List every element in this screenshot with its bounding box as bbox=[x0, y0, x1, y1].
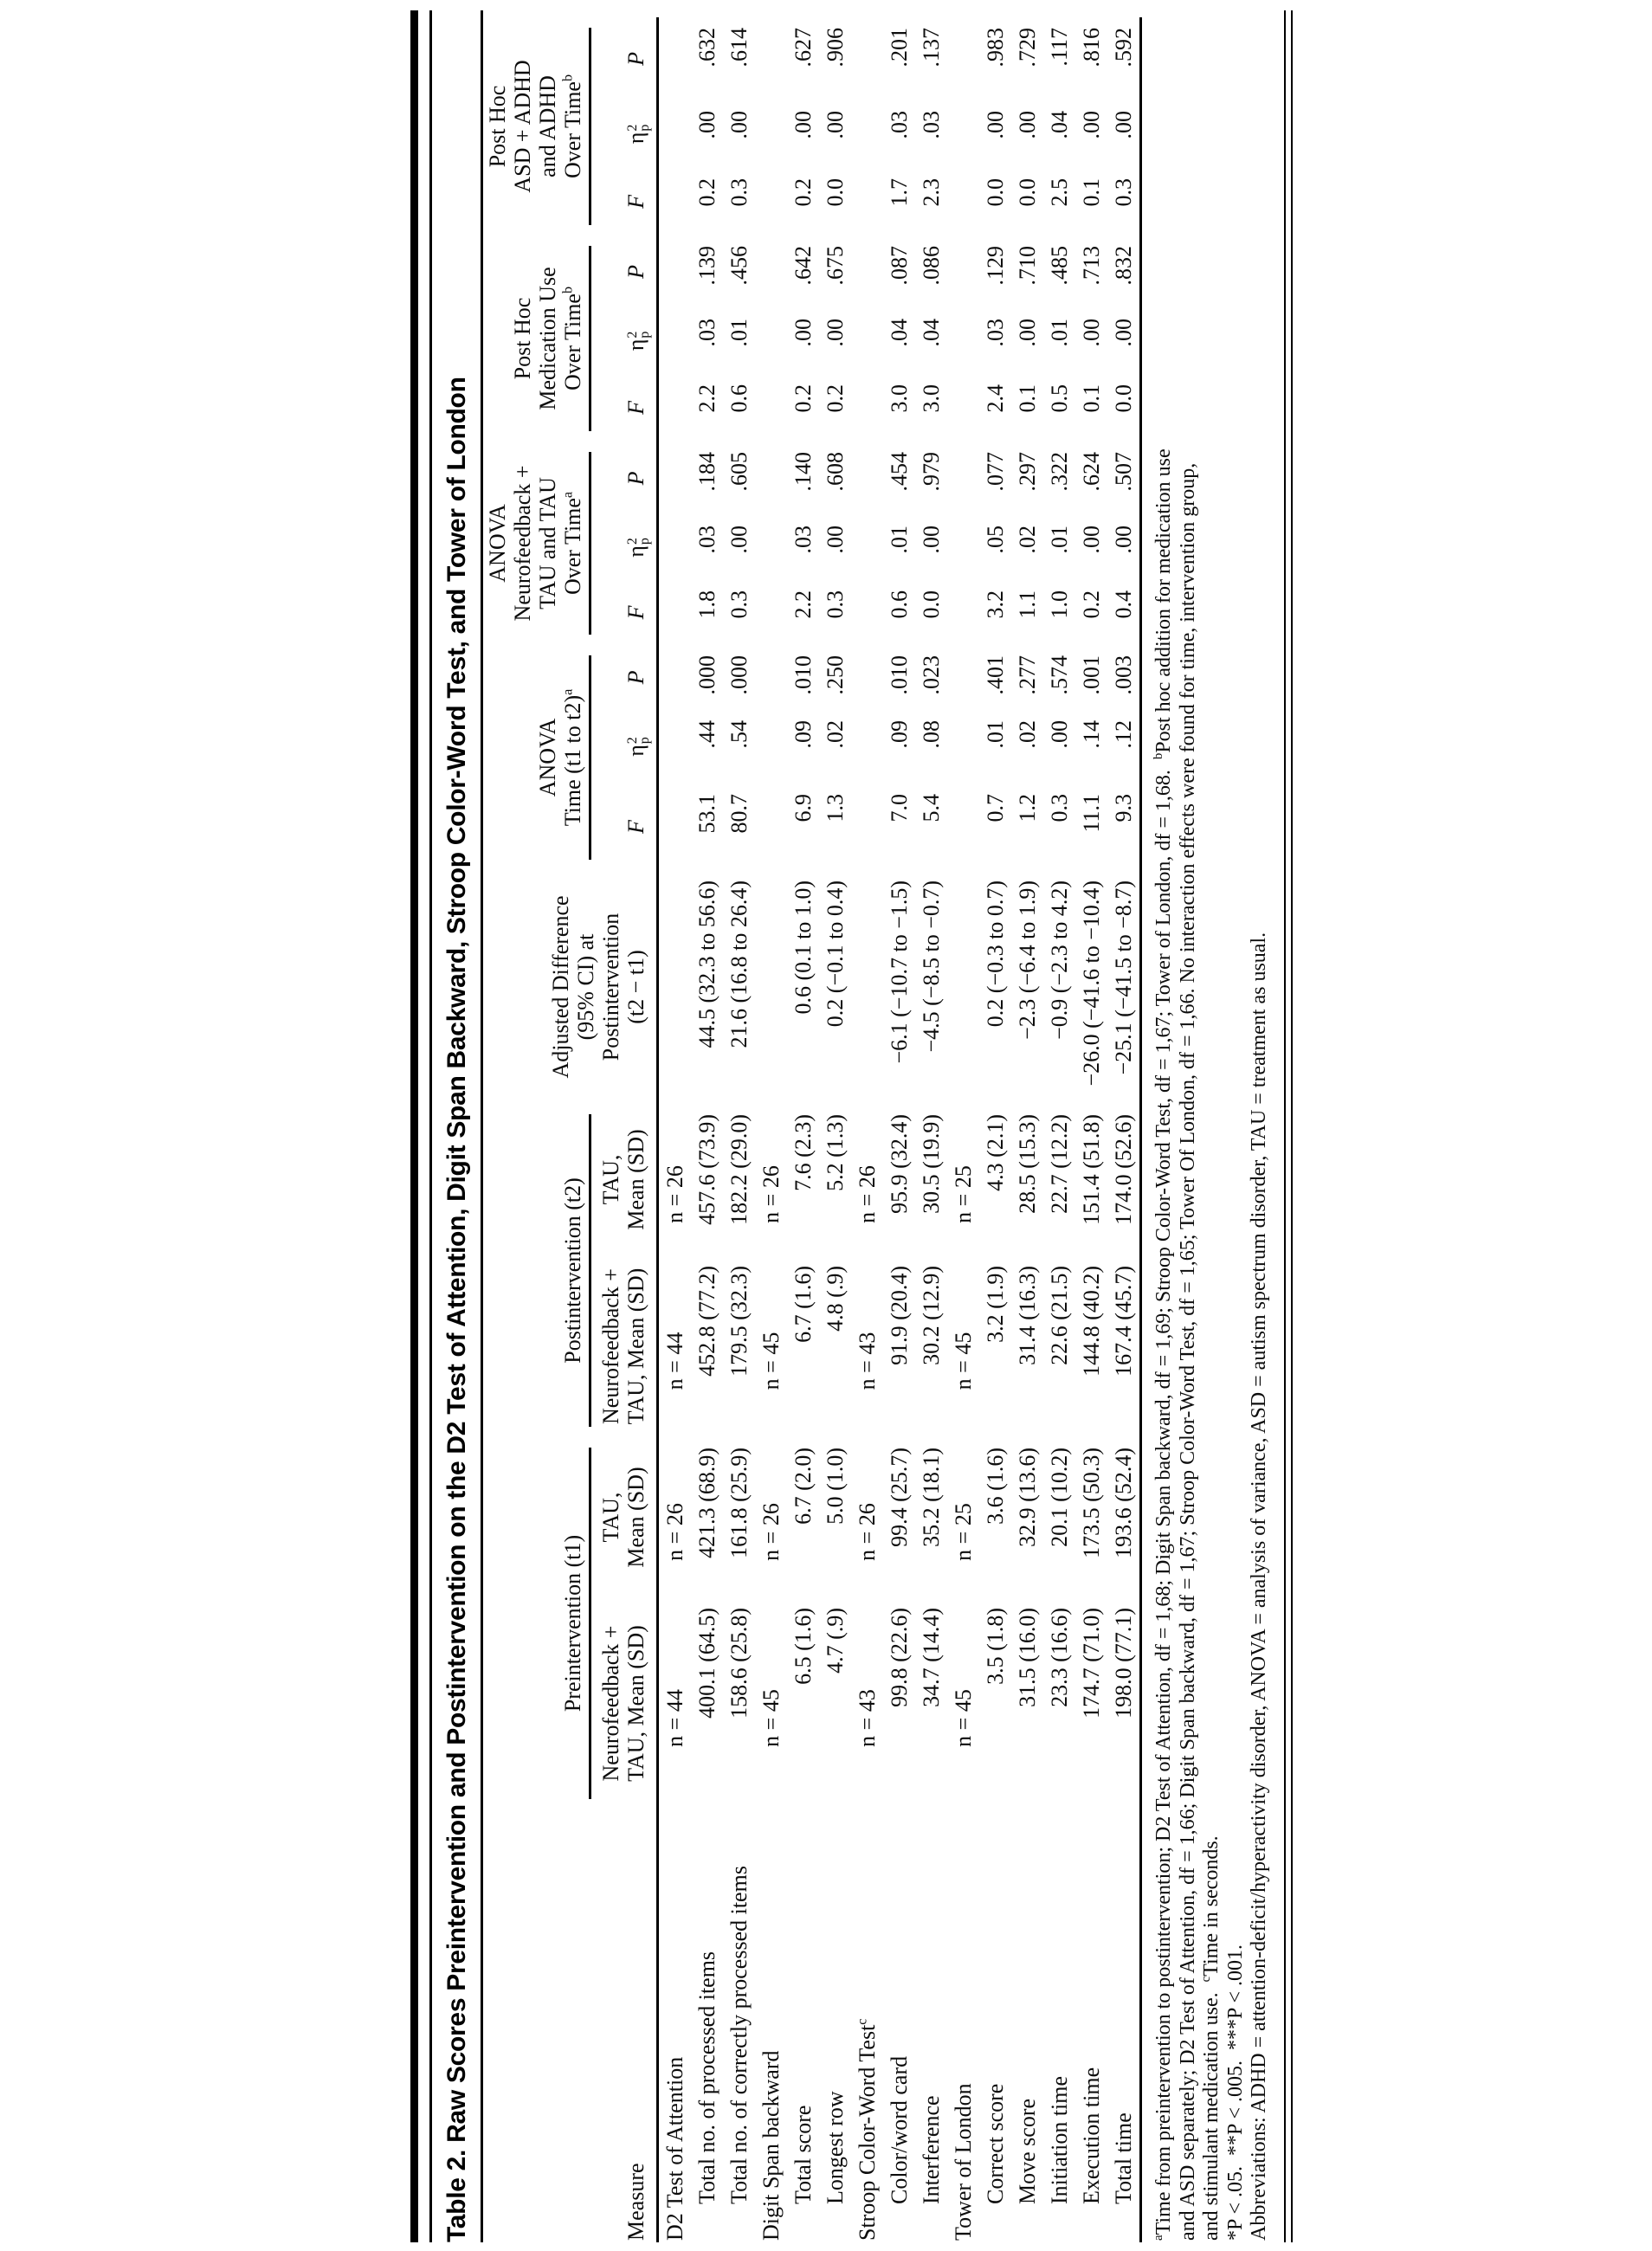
measure-item-label: Correct score bbox=[983, 2083, 1008, 2204]
statistic-cell: .201 bbox=[887, 27, 912, 68]
mean-sd-cell: 20.1 (10.2) bbox=[1047, 1448, 1072, 1547]
statistic-cell: .250 bbox=[823, 655, 848, 695]
adjusted-difference-cell: 0.2 (−0.3 to 0.7) bbox=[983, 880, 1008, 1028]
mean-sd-cell: 4.7 (.9) bbox=[823, 1608, 848, 1674]
table-row bbox=[1075, 17, 1107, 2242]
statistic-cell: .00 bbox=[1015, 318, 1040, 347]
statistic-cell: .710 bbox=[1015, 245, 1040, 286]
adjusted-difference-cell: 0.6 (0.1 to 1.0) bbox=[791, 880, 816, 1015]
statistic-cell: .140 bbox=[791, 451, 816, 492]
p-label: P bbox=[591, 235, 658, 308]
statistic-cell: .000 bbox=[726, 655, 752, 695]
statistic-cell: .139 bbox=[694, 245, 720, 286]
mean-sd-cell: 23.3 (16.6) bbox=[1047, 1608, 1072, 1707]
statistic-cell: .000 bbox=[694, 655, 720, 695]
mean-sd-cell: 99.4 (25.7) bbox=[887, 1448, 912, 1547]
statistic-cell: .01 bbox=[1047, 318, 1072, 347]
statistic-cell: 3.0 bbox=[887, 384, 912, 413]
statistic-cell: 53.1 bbox=[694, 793, 720, 834]
mean-sd-cell: 31.5 (16.0) bbox=[1015, 1608, 1040, 1707]
measure-item-label: Longest row bbox=[823, 2091, 848, 2204]
statistic-cell: 9.3 bbox=[1107, 784, 1141, 870]
statistic-cell: 0.0 bbox=[919, 590, 944, 619]
statistic-cell: .00 bbox=[1107, 515, 1141, 580]
adjusted-difference-cell: −26.0 (−41.6 to −10.4) bbox=[1079, 880, 1104, 1087]
bottom-rule-2 bbox=[1291, 10, 1293, 2242]
n-count-cell: n = 26 bbox=[662, 1503, 687, 1561]
statistic-cell: .401 bbox=[983, 655, 1008, 695]
table-row bbox=[691, 17, 723, 2242]
mean-sd-cell: 167.4 (45.7) bbox=[1107, 1255, 1141, 1437]
statistic-cell: .627 bbox=[791, 27, 816, 68]
mean-sd-cell: 99.8 (22.6) bbox=[887, 1608, 912, 1707]
statistic-cell: .906 bbox=[823, 27, 848, 68]
subheader-post-nfb-tau: Neurofeedback + TAU, Mean (SD) bbox=[591, 1255, 658, 1437]
statistic-cell: .08 bbox=[919, 719, 944, 749]
n-count-cell: n = 44 bbox=[662, 1689, 687, 1747]
statistic-cell: 80.7 bbox=[726, 793, 752, 834]
statistic-cell: .00 bbox=[823, 110, 848, 139]
mean-sd-cell: 6.5 (1.6) bbox=[791, 1608, 816, 1685]
statistic-cell: 0.2 bbox=[1079, 590, 1104, 619]
eta-squared-label: η 2 p bbox=[591, 308, 658, 374]
statistic-cell: 2.4 bbox=[983, 384, 1008, 413]
statistic-cell: .00 bbox=[791, 318, 816, 347]
top-thick-rule bbox=[410, 10, 418, 2242]
mean-sd-cell: 158.6 (25.8) bbox=[726, 1608, 752, 1719]
footnote-line: and stimulant medication use. $^c$Time in seconds. bbox=[1199, 1835, 1223, 2241]
measure-column-header: Measure bbox=[485, 1809, 658, 2242]
statistic-cell: .456 bbox=[726, 245, 752, 286]
statistic-cell: .632 bbox=[694, 27, 720, 68]
eta-squared-label: η 2 p bbox=[591, 515, 658, 580]
statistic-cell: .277 bbox=[1015, 655, 1040, 695]
mean-sd-cell: 91.9 (20.4) bbox=[887, 1266, 912, 1365]
statistic-cell: 7.0 bbox=[887, 793, 912, 822]
statistic-cell: .00 bbox=[823, 318, 848, 347]
statistic-cell: 6.9 bbox=[791, 793, 816, 822]
statistic-cell: .00 bbox=[1047, 719, 1072, 749]
statistic-cell: .642 bbox=[791, 245, 816, 286]
table-body bbox=[658, 17, 1141, 2242]
statistic-cell: .01 bbox=[1047, 525, 1072, 554]
adjusted-difference-cell: 0.2 (−0.1 to 0.4) bbox=[823, 880, 848, 1028]
n-count-cell: n = 26 bbox=[662, 1165, 687, 1223]
statistic-cell: .03 bbox=[887, 110, 912, 139]
statistic-cell: .03 bbox=[919, 110, 944, 139]
mean-sd-cell: 198.0 (77.1) bbox=[1107, 1597, 1141, 1809]
group-postintervention: Postintervention (t2) bbox=[485, 1104, 591, 1437]
subheader-pre-tau: TAU, Mean (SD) bbox=[591, 1437, 658, 1597]
statistic-cell: 0.1 bbox=[1079, 177, 1104, 207]
statistic-cell: .04 bbox=[1047, 110, 1072, 139]
statistic-cell: 0.0 bbox=[1015, 177, 1040, 207]
statistic-cell: .117 bbox=[1047, 27, 1072, 67]
footnote-line: and ASD separately; D2 Test of Attention, df = 1,66; Digit Span backward, df = 1,67; Stroop Color-Word Test, df = 1,65; Tower Of London, df = 1,66. No interaction effects were found for time, intervention group, bbox=[1176, 462, 1199, 2241]
statistic-cell: .00 bbox=[1107, 100, 1141, 168]
statistic-cell: .09 bbox=[887, 719, 912, 749]
table-row bbox=[723, 17, 755, 2242]
mean-sd-cell: 35.2 (18.1) bbox=[919, 1448, 944, 1547]
mean-sd-cell: 193.6 (52.4) bbox=[1107, 1437, 1141, 1597]
statistic-cell: .04 bbox=[919, 318, 944, 347]
mean-sd-cell: 457.6 (73.9) bbox=[694, 1113, 720, 1225]
statistic-cell: 0.2 bbox=[694, 177, 720, 207]
statistic-cell: .023 bbox=[919, 655, 944, 695]
statistic-cell: .010 bbox=[791, 655, 816, 695]
statistic-cell: .454 bbox=[887, 451, 912, 492]
empty-cell bbox=[851, 17, 883, 1104]
mean-sd-cell: 400.1 (64.5) bbox=[694, 1608, 720, 1719]
empty-cell bbox=[658, 17, 692, 1104]
statistic-cell: .01 bbox=[887, 525, 912, 554]
statistic-cell: .137 bbox=[919, 27, 944, 68]
statistic-cell: .592 bbox=[1107, 17, 1141, 100]
table-row bbox=[883, 17, 915, 2242]
group-posthoc-medication: Post Hoc Medication Use Over Time$^b$ bbox=[485, 235, 591, 442]
statistic-cell: 0.6 bbox=[887, 590, 912, 619]
n-count-cell: n = 45 bbox=[758, 1332, 784, 1390]
subheader-pre-nfb-tau: Neurofeedback + TAU, Mean (SD) bbox=[591, 1597, 658, 1809]
n-count-cell: n = 43 bbox=[855, 1332, 880, 1390]
adjusted-difference-cell: −4.5 (−8.5 to −0.7) bbox=[919, 880, 944, 1053]
statistic-cell: .00 bbox=[726, 110, 752, 139]
mean-sd-cell: 421.3 (68.9) bbox=[694, 1448, 720, 1558]
statistic-cell: 0.4 bbox=[1107, 580, 1141, 645]
mean-sd-cell: 34.7 (14.4) bbox=[919, 1608, 944, 1707]
mean-sd-cell: 30.2 (12.9) bbox=[919, 1266, 944, 1365]
statistic-cell: 3.2 bbox=[983, 590, 1008, 619]
statistic-cell: .624 bbox=[1079, 451, 1104, 492]
statistic-cell: .03 bbox=[983, 318, 1008, 347]
eta-squared-label: η 2 p bbox=[591, 100, 658, 168]
bottom-rule-1 bbox=[1284, 10, 1286, 2242]
footnote-line: Abbreviations: ADHD = attention-deficit/hyperactivity disorder, ANOVA = analysis of variance, ASD = autism spectrum disorder, TAU = treatment as usual. bbox=[1248, 932, 1270, 2241]
statistic-cell: 0.6 bbox=[726, 384, 752, 413]
mean-sd-cell: 28.5 (15.3) bbox=[1015, 1113, 1040, 1214]
measure-item-label: Interference bbox=[919, 2095, 944, 2204]
statistic-cell: .086 bbox=[919, 245, 944, 286]
statistic-cell: .979 bbox=[919, 451, 944, 492]
n-count-cell: n = 45 bbox=[951, 1332, 976, 1390]
statistic-cell: 2.3 bbox=[919, 177, 944, 207]
table-title: Table 2. Raw Scores Preintervention and Postintervention on the D2 Test of Attention, Digit Span Backward, Stroop Color-Word Test, and Tower of London bbox=[442, 377, 471, 2242]
statistic-cell: 2.2 bbox=[694, 384, 720, 413]
n-count-cell: n = 26 bbox=[758, 1165, 784, 1223]
measure-item-label: Total no. of processed items bbox=[694, 1951, 720, 2204]
data-table bbox=[485, 17, 1142, 2242]
statistic-cell: .00 bbox=[1015, 110, 1040, 139]
statistic-cell: .00 bbox=[919, 525, 944, 554]
table-row bbox=[819, 17, 851, 2242]
statistic-cell: .00 bbox=[694, 110, 720, 139]
mean-sd-cell: 31.4 (16.3) bbox=[1015, 1266, 1040, 1365]
table-row bbox=[915, 17, 947, 2242]
statistic-cell: .03 bbox=[694, 318, 720, 347]
mean-sd-cell: 452.8 (77.2) bbox=[694, 1266, 720, 1377]
subheader-post-tau: TAU, Mean (SD) bbox=[591, 1104, 658, 1255]
statistic-cell: .001 bbox=[1079, 655, 1104, 695]
statistic-cell: .04 bbox=[887, 318, 912, 347]
group-adjusted-difference: Adjusted Difference (95% CI) at Postintervention (t2 − t1) bbox=[485, 870, 658, 1104]
statistic-cell: 1.7 bbox=[887, 177, 912, 207]
statistic-cell: .184 bbox=[694, 451, 720, 492]
mean-sd-cell: 174.7 (71.0) bbox=[1079, 1608, 1104, 1719]
mean-sd-cell: 4.3 (2.1) bbox=[983, 1113, 1008, 1191]
measure-section-label: Stroop Color-Word Test$^c$ bbox=[855, 2018, 880, 2241]
statistic-cell: .02 bbox=[1015, 525, 1040, 554]
title-separator-rule bbox=[481, 10, 483, 2242]
n-count-cell: n = 45 bbox=[758, 1689, 784, 1747]
table-row bbox=[658, 17, 692, 2242]
statistic-cell: 0.2 bbox=[823, 384, 848, 413]
statistic-cell: .322 bbox=[1047, 451, 1072, 492]
measure-section-label: Tower of London bbox=[951, 2083, 976, 2241]
mean-sd-cell: 3.5 (1.8) bbox=[983, 1608, 1008, 1685]
eta-squared-label: η 2 p bbox=[591, 710, 658, 784]
mean-sd-cell: 95.9 (32.4) bbox=[887, 1113, 912, 1214]
mean-sd-cell: 6.7 (1.6) bbox=[791, 1266, 816, 1343]
mean-sd-cell: 174.0 (52.6) bbox=[1107, 1104, 1141, 1255]
statistic-cell: 1.2 bbox=[1015, 793, 1040, 822]
statistic-cell: .09 bbox=[791, 719, 816, 749]
statistic-cell: .983 bbox=[983, 27, 1008, 68]
statistic-cell: .713 bbox=[1079, 245, 1104, 286]
empty-cell bbox=[755, 17, 787, 1104]
mean-sd-cell: 3.6 (1.6) bbox=[983, 1448, 1008, 1525]
statistic-cell: .00 bbox=[1079, 318, 1104, 347]
statistic-cell: 11.1 bbox=[1079, 793, 1104, 833]
statistic-cell: .00 bbox=[823, 525, 848, 554]
table-row bbox=[979, 17, 1011, 2242]
statistic-cell: .614 bbox=[726, 27, 752, 68]
n-count-cell: n = 26 bbox=[855, 1165, 880, 1223]
group-anova-time: ANOVA Time (t1 to t2)$^a$ bbox=[485, 645, 591, 870]
statistic-cell: 0.3 bbox=[1107, 168, 1141, 235]
mean-sd-cell: 32.9 (13.6) bbox=[1015, 1448, 1040, 1547]
measure-item-label: Color/word card bbox=[887, 2055, 912, 2204]
statistic-cell: .03 bbox=[694, 525, 720, 554]
statistic-cell: .129 bbox=[983, 245, 1008, 286]
table-row bbox=[1107, 17, 1141, 2242]
mean-sd-cell: 179.5 (32.3) bbox=[726, 1266, 752, 1377]
statistic-cell: .44 bbox=[694, 719, 720, 749]
f-label: F bbox=[591, 374, 658, 442]
statistic-cell: 0.1 bbox=[1015, 384, 1040, 413]
mean-sd-cell: 173.5 (50.3) bbox=[1079, 1448, 1104, 1558]
p-label: P bbox=[591, 17, 658, 100]
measure-item-label: Initiation time bbox=[1047, 2075, 1072, 2204]
measure-item-label: Total score bbox=[791, 2105, 816, 2204]
table-row bbox=[851, 17, 883, 2242]
statistic-cell: 0.7 bbox=[983, 793, 1008, 822]
statistic-cell: .077 bbox=[983, 451, 1008, 492]
table-row bbox=[1043, 17, 1075, 2242]
statistic-cell: .485 bbox=[1047, 245, 1072, 286]
statistic-cell: 0.2 bbox=[791, 177, 816, 207]
group-posthoc-asd-adhd: Post Hoc ASD + ADHD and ADHD Over Time$^b$ bbox=[485, 17, 591, 235]
f-label: F bbox=[591, 784, 658, 870]
n-count-cell: n = 26 bbox=[855, 1503, 880, 1561]
statistic-cell: 3.0 bbox=[919, 384, 944, 413]
mean-sd-cell: 22.6 (21.5) bbox=[1047, 1266, 1072, 1365]
top-thin-rule bbox=[429, 10, 432, 2242]
mean-sd-cell: 4.8 (.9) bbox=[823, 1266, 848, 1332]
statistic-cell: 2.5 bbox=[1047, 177, 1072, 207]
statistic-cell: .00 bbox=[1079, 525, 1104, 554]
statistic-cell: .003 bbox=[1107, 645, 1141, 710]
statistic-cell: 1.8 bbox=[694, 590, 720, 619]
n-count-cell: n = 45 bbox=[951, 1689, 976, 1747]
statistic-cell: .14 bbox=[1079, 719, 1104, 749]
statistic-cell: .816 bbox=[1079, 27, 1104, 68]
statistic-cell: 0.3 bbox=[823, 590, 848, 619]
f-label: F bbox=[591, 580, 658, 645]
statistic-cell: .608 bbox=[823, 451, 848, 492]
p-label: P bbox=[591, 442, 658, 515]
f-label: F bbox=[591, 168, 658, 235]
measure-section-label: D2 Test of Attention bbox=[662, 2056, 687, 2241]
statistic-cell: .00 bbox=[1079, 110, 1104, 139]
statistic-cell: .729 bbox=[1015, 27, 1040, 68]
statistic-cell: 0.3 bbox=[726, 177, 752, 207]
statistic-cell: 1.0 bbox=[1047, 590, 1072, 619]
footnote-line: $^a$Time from preintervention to postintervention; D2 Test of Attention, df = 1,68; Digit Span backward, df = 1,69; Stroop Color-Word Test, df = 1,67; Tower of London, df = 1,68. $^b$Post hoc addition for medication use bbox=[1152, 448, 1175, 2241]
adjusted-difference-cell: 44.5 (32.3 to 56.6) bbox=[694, 880, 720, 1048]
footnote-line: *P < .05. **P < .005. ***P < .001. bbox=[1223, 1945, 1247, 2241]
n-count-cell: n = 43 bbox=[855, 1689, 880, 1747]
statistic-cell: 0.3 bbox=[1047, 793, 1072, 822]
footnotes bbox=[1152, 10, 1272, 2241]
table-header bbox=[485, 17, 658, 2242]
statistic-cell: .54 bbox=[726, 719, 752, 749]
statistic-cell: 0.5 bbox=[1047, 384, 1072, 413]
statistic-cell: .05 bbox=[983, 525, 1008, 554]
statistic-cell: .03 bbox=[791, 525, 816, 554]
statistic-cell: .010 bbox=[887, 655, 912, 695]
group-preintervention: Preintervention (t1) bbox=[485, 1437, 591, 1809]
mean-sd-cell: 7.6 (2.3) bbox=[791, 1113, 816, 1191]
statistic-cell: 0.0 bbox=[1107, 374, 1141, 442]
statistic-cell: 0.1 bbox=[1079, 384, 1104, 413]
p-label: P bbox=[591, 645, 658, 710]
statistic-cell: 2.2 bbox=[791, 590, 816, 619]
statistic-cell: 1.3 bbox=[823, 793, 848, 822]
adjusted-difference-cell: −2.3 (−6.4 to 1.9) bbox=[1015, 880, 1040, 1040]
statistic-cell: .675 bbox=[823, 245, 848, 286]
statistic-cell: .02 bbox=[1015, 719, 1040, 749]
mean-sd-cell: 30.5 (19.9) bbox=[919, 1113, 944, 1214]
mean-sd-cell: 182.2 (29.0) bbox=[726, 1113, 752, 1225]
mean-sd-cell: 144.8 (40.2) bbox=[1079, 1266, 1104, 1377]
statistic-cell: .01 bbox=[726, 318, 752, 347]
table-row bbox=[1011, 17, 1043, 2242]
closing-rules bbox=[1284, 10, 1293, 2242]
statistic-cell: 5.4 bbox=[919, 793, 944, 822]
measure-item-label: Total time bbox=[1107, 1809, 1141, 2242]
statistic-cell: .12 bbox=[1107, 710, 1141, 784]
mean-sd-cell: 151.4 (51.8) bbox=[1079, 1113, 1104, 1225]
statistic-cell: .02 bbox=[823, 719, 848, 749]
statistic-cell: .832 bbox=[1107, 235, 1141, 308]
adjusted-difference-cell: −6.1 (−10.7 to −1.5) bbox=[887, 880, 912, 1064]
statistic-cell: .297 bbox=[1015, 451, 1040, 492]
statistic-cell: 0.0 bbox=[823, 177, 848, 207]
n-count-cell: n = 26 bbox=[758, 1503, 784, 1561]
statistic-cell: .507 bbox=[1107, 442, 1141, 515]
n-count-cell: n = 44 bbox=[662, 1332, 687, 1390]
statistic-cell: 0.0 bbox=[983, 177, 1008, 207]
statistic-cell: .00 bbox=[983, 110, 1008, 139]
mean-sd-cell: 3.2 (1.9) bbox=[983, 1266, 1008, 1343]
statistic-cell: .01 bbox=[983, 719, 1008, 749]
mean-sd-cell: 5.2 (1.3) bbox=[823, 1113, 848, 1191]
measure-item-label: Total no. of correctly processed items bbox=[726, 1866, 752, 2204]
statistic-cell: .574 bbox=[1047, 655, 1072, 695]
measure-item-label: Move score bbox=[1015, 2098, 1040, 2204]
n-count-cell: n = 25 bbox=[951, 1165, 976, 1223]
statistic-cell: .00 bbox=[791, 110, 816, 139]
statistic-cell: 0.2 bbox=[791, 384, 816, 413]
adjusted-difference-cell: 21.6 (16.8 to 26.4) bbox=[726, 880, 752, 1048]
statistic-cell: 0.3 bbox=[726, 590, 752, 619]
table-row bbox=[947, 17, 979, 2242]
n-count-cell: n = 25 bbox=[951, 1503, 976, 1561]
adjusted-difference-cell: −25.1 (−41.5 to −8.7) bbox=[1107, 870, 1141, 1104]
measure-section-label: Digit Span backward bbox=[758, 2050, 784, 2241]
group-anova-neurofeedback: ANOVA Neurofeedback + TAU and TAU Over Time$^a$ bbox=[485, 442, 591, 645]
statistic-cell: 1.1 bbox=[1015, 590, 1040, 619]
statistic-cell: .605 bbox=[726, 451, 752, 492]
mean-sd-cell: 161.8 (25.9) bbox=[726, 1448, 752, 1558]
table-row bbox=[755, 17, 787, 2242]
mean-sd-cell: 5.0 (1.0) bbox=[823, 1448, 848, 1525]
statistic-cell: .00 bbox=[1107, 308, 1141, 374]
header-group-row bbox=[485, 17, 591, 2242]
table-row bbox=[787, 17, 819, 2242]
statistic-cell: .087 bbox=[887, 245, 912, 286]
statistic-cell: .00 bbox=[726, 525, 752, 554]
empty-cell bbox=[947, 17, 979, 1104]
measure-item-label: Execution time bbox=[1079, 2067, 1104, 2204]
mean-sd-cell: 6.7 (2.0) bbox=[791, 1448, 816, 1525]
mean-sd-cell: 22.7 (12.2) bbox=[1047, 1113, 1072, 1214]
adjusted-difference-cell: −0.9 (−2.3 to 4.2) bbox=[1047, 880, 1072, 1040]
